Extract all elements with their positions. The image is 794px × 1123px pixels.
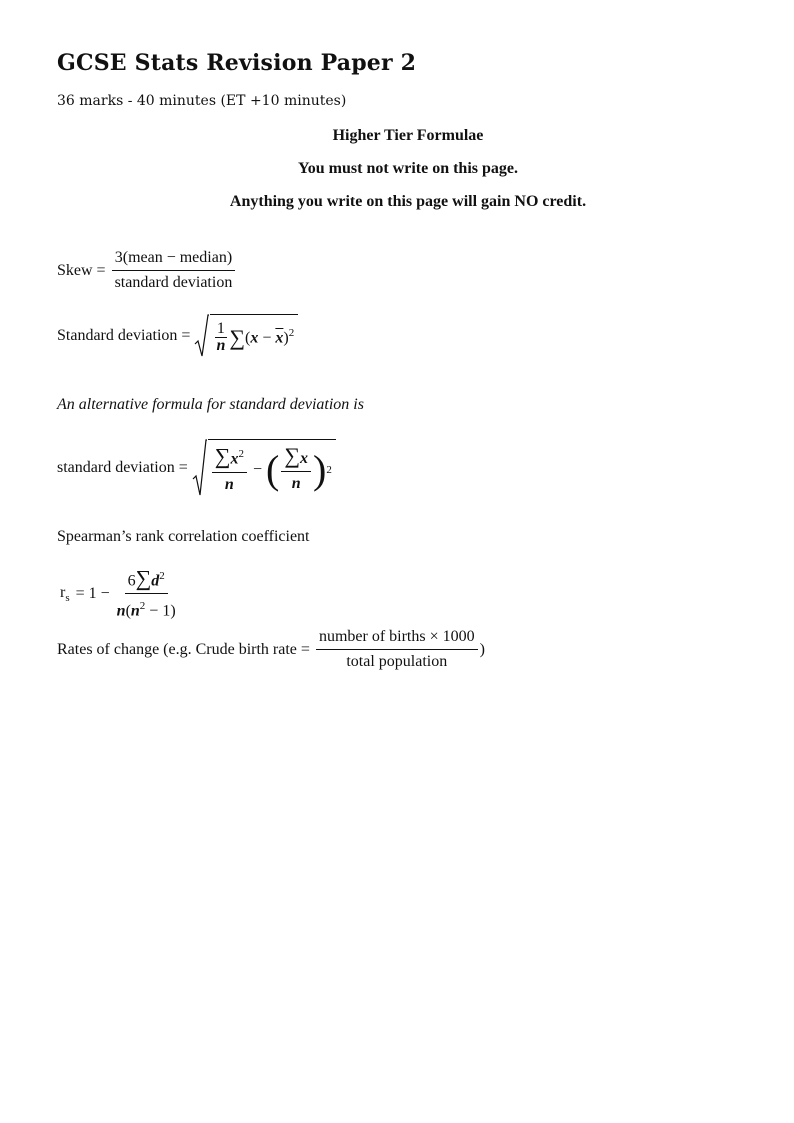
sd-radicand: $\frac{1}{n}$ ∑ $(x - \overline{x})^2$ [210,314,298,358]
page-title: GCSE Stats Revision Paper 2 [57,50,417,76]
sd-alt-label: standard deviation = [57,459,188,476]
sd-sqrt [194,314,298,358]
spearman-intro: Spearman’s rank correlation coefficient [57,528,310,545]
sd-alt-sqrt [192,439,336,497]
sd-alt-formula [57,439,336,497]
sd-alt-radicand: $\frac{\sum x^2}{n}$ − ( $\frac{\sum x}{n}$ ) 2 [208,439,336,497]
sd-label: Standard deviation = [57,327,191,344]
rates-numerator: number of births × 1000 [316,627,478,650]
spearman-fraction: $\frac{6\sum d^2}{n(n^2 - 1)}$ [116,565,176,620]
rates-fraction [316,627,478,672]
skew-fraction [112,248,236,293]
spearman-lhs: r [60,583,66,601]
spearman-lhs-sub: s [65,591,70,604]
skew-denominator: standard deviation [114,274,233,291]
radical-icon [192,439,208,497]
rates-label: Rates of change (e.g. Crude birth rate = [57,640,310,658]
radical-icon [194,314,210,358]
rates-close: ) [479,640,485,658]
formulae-heading: Higher Tier Formulae [332,127,484,144]
rates-denominator: total population [346,653,448,670]
sd-formula [57,314,298,358]
no-credit-notice: Anything you write on this page will gain NO credit. [229,193,587,210]
no-write-notice: You must not write on this page. [297,160,518,177]
skew-label: Skew = [57,261,106,279]
page-subtitle: 36 marks - 40 minutes (ET +10 minutes) [57,93,347,109]
spearman-eq: = 1 − [75,584,110,602]
skew-numerator: 3(mean − median) [112,248,235,271]
alt-formula-intro: An alternative formula for standard deviation is [57,396,364,413]
skew-formula [57,248,237,293]
rates-formula [57,627,485,672]
spearman-formula [57,566,181,622]
